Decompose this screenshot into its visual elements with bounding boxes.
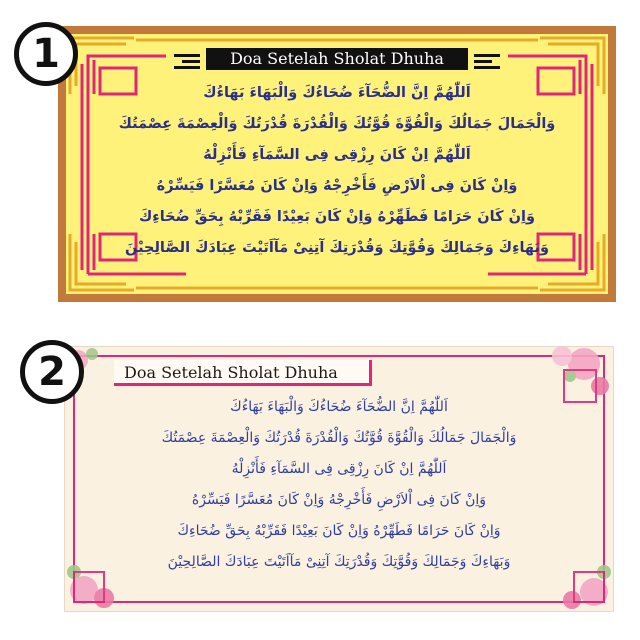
card-1 <box>58 26 616 302</box>
prayer-line: اَللّٰهُمَّ اِنْ كَانَ رِزْقِى فِى السَّمَآءِ فَأَنْزِلْهُ <box>203 147 471 163</box>
prayer-line: وَالْجَمَالَ جَمَالُكَ وَالْقُوَّةَ قُوَّتُكَ وَالْقُدْرَةَ قُدْرَتُكَ وَالْعِصْمَةَ عِصْمَتُكَ <box>118 116 556 132</box>
prayer-line: وَبَهَاءِكَ وَجَمَالِكَ وَقُوَّتِكَ وَقُدْرَتِكَ آتِنِىْ مَآاَتَيْتَ عِبَادَكَ الصَّالِحِيْنَ <box>167 554 511 570</box>
card-1-number-badge: 1 <box>14 22 78 86</box>
card-2-number-badge: 2 <box>20 340 84 404</box>
prayer-line: اَللّٰهُمَّ اِنَّ الضُّحَآءَ ضُحَاءُكَ وَالْبَهَاءَ بَهَاءُكَ <box>203 85 471 101</box>
card-1-prayer-text <box>100 78 574 264</box>
prayer-line: اَللّٰهُمَّ اِنَّ الضُّحَآءَ ضُحَاءُكَ وَالْبَهَاءَ بَهَاءُكَ <box>230 399 448 415</box>
card-1-panel <box>66 34 608 294</box>
prayer-line: وَاِنْ كَانَ حَرَامًا فَطَهِّرْهُ وَاِنْ كَانَ بَعِيْدًا فَقَرِّبْهُ بِحَقِّ ضُحَاءِكَ <box>139 209 535 225</box>
prayer-line: وَاِنْ كَانَ فِى اْلاَرْضِ فَأَخْرِجْهُ وَاِنْ كَانَ مُعَسَّرًا فَيَسِّرْهُ <box>156 178 518 194</box>
prayer-line: وَاِنْ كَانَ فِى اْلاَرْضِ فَأَخْرِجْهُ وَاِنْ كَانَ مُعَسَّرًا فَيَسِّرْهُ <box>191 492 487 508</box>
card-2 <box>64 346 614 612</box>
prayer-line: وَاِنْ كَانَ حَرَامًا فَطَهِّرْهُ وَاِنْ كَانَ بَعِيْدًا فَقَرِّبْهُ بِحَقِّ ضُحَاءِكَ <box>177 523 501 539</box>
prayer-line: وَالْجَمَالَ جَمَالُكَ وَالْقُوَّةَ قُوَّتُكَ وَالْقُدْرَةَ قُدْرَتُكَ وَالْعِصْمَةَ عِصْمَتُكَ <box>161 430 517 446</box>
card-1-title: Doa Setelah Sholat Dhuha <box>206 48 468 70</box>
card-2-title: Doa Setelah Sholat Dhuha <box>114 360 372 386</box>
prayer-line: وَبَهَاءِكَ وَجَمَالِكَ وَقُوَّتِكَ وَقُدْرَتِكَ آتِنِىْ مَآاَتَيْتَ عِبَادَكَ الصَّالِحِيْنَ <box>125 240 549 256</box>
card-2-prayer-text <box>94 392 584 578</box>
prayer-line: اَللّٰهُمَّ اِنْ كَانَ رِزْقِى فِى السَّمَآءِ فَأَنْزِلْهُ <box>231 461 447 477</box>
